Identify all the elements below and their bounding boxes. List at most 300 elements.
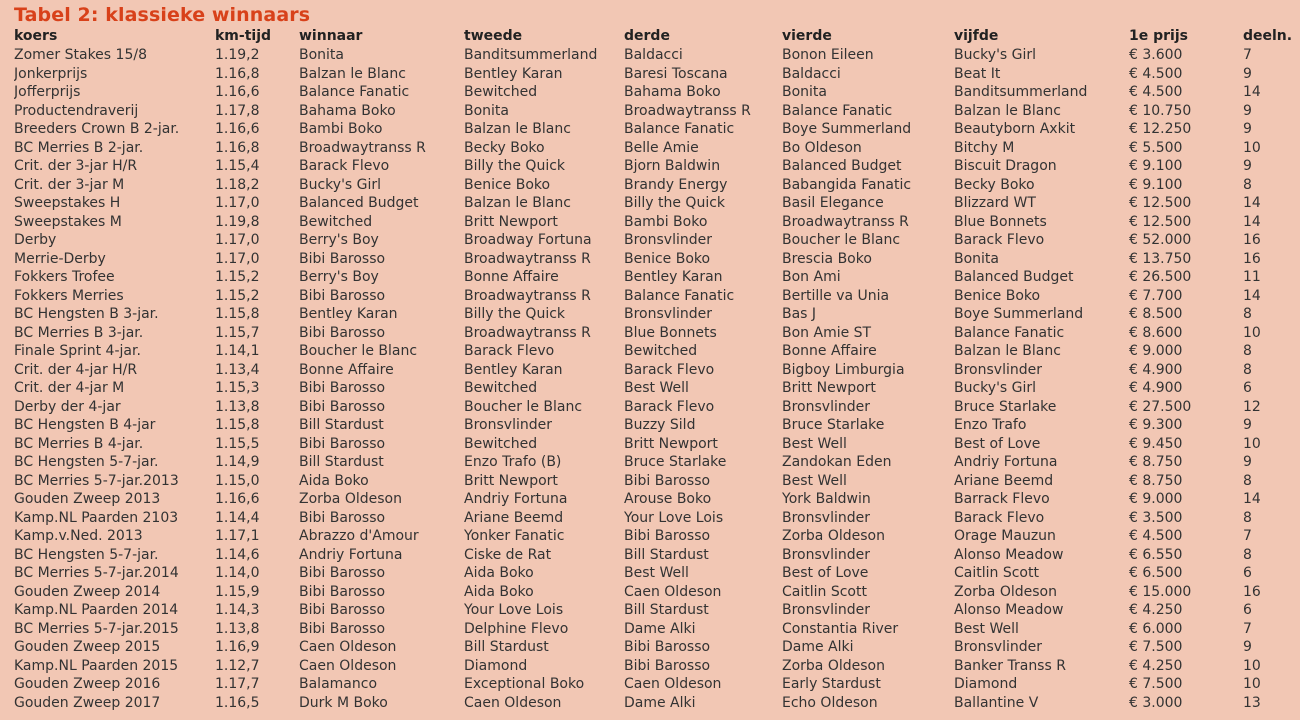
cell-participants: 13 bbox=[1243, 694, 1261, 711]
cell-third: Bjorn Baldwin bbox=[624, 158, 721, 174]
cell-fourth: Zorba Oldeson bbox=[782, 528, 885, 544]
cell-winner: Zorba Oldeson bbox=[299, 491, 402, 507]
cell-winner: Bentley Karan bbox=[299, 306, 398, 322]
cell-fourth: Constantia River bbox=[782, 620, 899, 637]
cell-third: Buzzy Sild bbox=[624, 417, 696, 433]
cell-participants: 9 bbox=[1243, 102, 1252, 119]
cell-winner: Barack Flevo bbox=[299, 158, 390, 174]
cell-first-prize: € 8.500 bbox=[1129, 306, 1183, 322]
cell-participants: 9 bbox=[1243, 417, 1252, 433]
cell-km-time: 1.15,5 bbox=[215, 435, 260, 452]
cell-fifth: Bonita bbox=[954, 250, 1000, 267]
table-row bbox=[14, 213, 1300, 232]
cell-second: Ciske de Rat bbox=[464, 546, 552, 563]
cell-first-prize: € 7.500 bbox=[1129, 639, 1183, 655]
cell-fifth: Alonso Meadow bbox=[954, 602, 1064, 618]
cell-second: Balzan le Blanc bbox=[464, 195, 571, 211]
cell-course: Zomer Stakes 15/8 bbox=[14, 47, 147, 63]
cell-winner: Bibi Barosso bbox=[299, 565, 386, 581]
cell-participants: 9 bbox=[1243, 454, 1252, 470]
cell-course: Crit. der 4-jar H/R bbox=[14, 361, 138, 378]
cell-fifth: Bucky's Girl bbox=[954, 47, 1037, 63]
cell-course: Gouden Zweep 2016 bbox=[14, 676, 161, 692]
cell-third: Caen Oldeson bbox=[624, 583, 722, 600]
cell-fifth: Bronsvlinder bbox=[954, 639, 1042, 655]
cell-course: Fokkers Merries bbox=[14, 287, 124, 304]
cell-fifth: Blue Bonnets bbox=[954, 213, 1047, 230]
cell-winner: Bill Stardust bbox=[299, 417, 384, 433]
cell-second: Enzo Trafo (B) bbox=[464, 454, 562, 470]
cell-participants: 9 bbox=[1243, 65, 1252, 82]
cell-km-time: 1.15,9 bbox=[215, 583, 260, 600]
table-row bbox=[14, 675, 1300, 694]
cell-fourth: Bonita bbox=[782, 84, 828, 100]
cell-course: Merrie-Derby bbox=[14, 250, 106, 267]
cell-course: Crit. der 3-jar H/R bbox=[14, 158, 138, 174]
cell-fourth: Dame Alki bbox=[782, 639, 854, 655]
cell-winner: Bonita bbox=[299, 47, 345, 63]
cell-fourth: Balance Fanatic bbox=[782, 102, 893, 119]
cell-fifth: Bucky's Girl bbox=[954, 380, 1037, 396]
cell-first-prize: € 3.500 bbox=[1129, 509, 1183, 526]
cell-fifth: Bronsvlinder bbox=[954, 361, 1042, 378]
cell-fifth: Caitlin Scott bbox=[954, 565, 1039, 581]
table-row bbox=[14, 564, 1300, 583]
cell-fourth: Britt Newport bbox=[782, 380, 876, 396]
cell-fourth: Zorba Oldeson bbox=[782, 657, 885, 674]
cell-fourth: Boucher le Blanc bbox=[782, 232, 901, 248]
cell-first-prize: € 4.500 bbox=[1129, 65, 1183, 82]
cell-winner: Balzan le Blanc bbox=[299, 65, 406, 82]
cell-first-prize: € 4.500 bbox=[1129, 84, 1183, 100]
cell-fourth: Bon Amie ST bbox=[782, 324, 872, 341]
table-header bbox=[14, 27, 1300, 46]
cell-course: Sweepstakes H bbox=[14, 195, 121, 211]
cell-course: Gouden Zweep 2017 bbox=[14, 694, 161, 711]
cell-fifth: Ballantine V bbox=[954, 694, 1039, 711]
cell-participants: 6 bbox=[1243, 380, 1252, 396]
cell-km-time: 1.18,2 bbox=[215, 176, 260, 193]
cell-third: Baldacci bbox=[624, 47, 683, 63]
table-row bbox=[14, 250, 1300, 269]
cell-participants: 7 bbox=[1243, 528, 1252, 544]
cell-winner: Bibi Barosso bbox=[299, 435, 386, 452]
cell-winner: Bill Stardust bbox=[299, 454, 384, 470]
table-row bbox=[14, 546, 1300, 565]
cell-second: Caen Oldeson bbox=[464, 694, 562, 711]
cell-second: Broadway Fortuna bbox=[464, 232, 592, 248]
cell-fourth: Echo Oldeson bbox=[782, 694, 878, 711]
cell-km-time: 1.15,2 bbox=[215, 269, 260, 285]
cell-km-time: 1.17,0 bbox=[215, 195, 260, 211]
cell-first-prize: € 9.450 bbox=[1129, 435, 1183, 452]
cell-course: BC Merries B 4-jar. bbox=[14, 435, 144, 452]
cell-fourth: Bronsvlinder bbox=[782, 398, 870, 415]
cell-third: Broadwaytranss R bbox=[624, 102, 751, 119]
cell-fourth: Bas J bbox=[782, 306, 817, 322]
cell-second: Billy the Quick bbox=[464, 158, 566, 174]
column-header-fifth: vijfde bbox=[954, 28, 999, 44]
cell-km-time: 1.15,3 bbox=[215, 380, 260, 396]
table-row bbox=[14, 176, 1300, 195]
cell-first-prize: € 6.000 bbox=[1129, 620, 1183, 637]
cell-second: Broadwaytranss R bbox=[464, 287, 591, 304]
cell-course: Finale Sprint 4-jar. bbox=[14, 343, 141, 359]
cell-participants: 9 bbox=[1243, 121, 1252, 137]
cell-first-prize: € 8.750 bbox=[1129, 472, 1183, 489]
cell-third: Bibi Barosso bbox=[624, 639, 711, 655]
cell-winner: Bahama Boko bbox=[299, 102, 396, 119]
cell-fifth: Best Well bbox=[954, 620, 1019, 637]
cell-km-time: 1.13,4 bbox=[215, 361, 260, 378]
cell-km-time: 1.15,8 bbox=[215, 417, 260, 433]
cell-fourth: Boye Summerland bbox=[782, 121, 912, 137]
cell-winner: Caen Oldeson bbox=[299, 657, 397, 674]
cell-third: Arouse Boko bbox=[624, 491, 712, 507]
cell-winner: Berry's Boy bbox=[299, 232, 379, 248]
cell-km-time: 1.15,7 bbox=[215, 324, 260, 341]
cell-fifth: Becky Boko bbox=[954, 176, 1035, 193]
cell-second: Benice Boko bbox=[464, 176, 551, 193]
cell-winner: Berry's Boy bbox=[299, 269, 379, 285]
cell-participants: 8 bbox=[1243, 509, 1252, 526]
column-header-participants: deeln. bbox=[1243, 28, 1293, 44]
cell-course: Kamp.NL Paarden 2103 bbox=[14, 509, 179, 526]
cell-first-prize: € 8.750 bbox=[1129, 454, 1183, 470]
cell-course: Sweepstakes M bbox=[14, 213, 122, 230]
cell-first-prize: € 9.000 bbox=[1129, 343, 1183, 359]
table-row bbox=[14, 324, 1300, 343]
cell-course: Gouden Zweep 2015 bbox=[14, 639, 161, 655]
cell-fourth: Bonon Eileen bbox=[782, 47, 874, 63]
winners-table bbox=[14, 27, 1300, 712]
cell-second: Exceptional Boko bbox=[464, 676, 585, 692]
cell-fourth: Best Well bbox=[782, 435, 847, 452]
cell-first-prize: € 12.500 bbox=[1129, 213, 1192, 230]
cell-km-time: 1.14,1 bbox=[215, 343, 260, 359]
cell-third: Best Well bbox=[624, 565, 689, 581]
cell-km-time: 1.16,6 bbox=[215, 491, 260, 507]
table-row bbox=[14, 157, 1300, 176]
cell-participants: 9 bbox=[1243, 639, 1252, 655]
cell-participants: 8 bbox=[1243, 546, 1252, 563]
cell-third: Bibi Barosso bbox=[624, 472, 711, 489]
cell-third: Dame Alki bbox=[624, 620, 696, 637]
cell-third: Best Well bbox=[624, 380, 689, 396]
table-row bbox=[14, 398, 1300, 417]
cell-first-prize: € 12.250 bbox=[1129, 121, 1192, 137]
cell-km-time: 1.13,8 bbox=[215, 620, 260, 637]
cell-course: BC Hengsten B 3-jar. bbox=[14, 306, 159, 322]
cell-fifth: Barack Flevo bbox=[954, 509, 1045, 526]
cell-fifth: Biscuit Dragon bbox=[954, 158, 1057, 174]
cell-winner: Balance Fanatic bbox=[299, 84, 410, 100]
cell-km-time: 1.16,6 bbox=[215, 84, 260, 100]
table-row bbox=[14, 583, 1300, 602]
table-row bbox=[14, 435, 1300, 454]
cell-second: Diamond bbox=[464, 657, 528, 674]
cell-second: Becky Boko bbox=[464, 139, 545, 156]
cell-second: Yonker Fanatic bbox=[464, 528, 565, 544]
column-header-km-time: km-tijd bbox=[215, 28, 272, 44]
cell-fourth: Bertille va Unia bbox=[782, 287, 890, 304]
cell-first-prize: € 5.500 bbox=[1129, 139, 1183, 156]
cell-third: Bill Stardust bbox=[624, 546, 709, 563]
cell-km-time: 1.19,2 bbox=[215, 47, 260, 63]
cell-winner: Bibi Barosso bbox=[299, 380, 386, 396]
cell-fifth: Beat It bbox=[954, 65, 1001, 82]
table-row bbox=[14, 268, 1300, 287]
cell-first-prize: € 3.600 bbox=[1129, 47, 1183, 63]
cell-first-prize: € 6.500 bbox=[1129, 565, 1183, 581]
table-row bbox=[14, 416, 1300, 435]
cell-winner: Bibi Barosso bbox=[299, 602, 386, 618]
cell-course: Productendraverij bbox=[14, 102, 139, 119]
cell-second: Boucher le Blanc bbox=[464, 398, 583, 415]
cell-fourth: Bo Oldeson bbox=[782, 139, 862, 156]
cell-third: Belle Amie bbox=[624, 139, 699, 156]
cell-fifth: Barack Flevo bbox=[954, 232, 1045, 248]
cell-first-prize: € 52.000 bbox=[1129, 232, 1192, 248]
cell-third: Bewitched bbox=[624, 343, 698, 359]
cell-fourth: Caitlin Scott bbox=[782, 583, 867, 600]
cell-km-time: 1.17,0 bbox=[215, 250, 260, 267]
cell-fifth: Alonso Meadow bbox=[954, 546, 1064, 563]
cell-winner: Bibi Barosso bbox=[299, 620, 386, 637]
cell-km-time: 1.19,8 bbox=[215, 213, 260, 230]
cell-fourth: Early Stardust bbox=[782, 676, 881, 692]
cell-km-time: 1.16,8 bbox=[215, 65, 260, 82]
cell-second: Broadwaytranss R bbox=[464, 250, 591, 267]
cell-second: Bonita bbox=[464, 102, 510, 119]
cell-course: Derby bbox=[14, 232, 57, 248]
cell-third: Caen Oldeson bbox=[624, 676, 722, 692]
table-row bbox=[14, 102, 1300, 121]
cell-winner: Bibi Barosso bbox=[299, 583, 386, 600]
cell-winner: Caen Oldeson bbox=[299, 639, 397, 655]
cell-first-prize: € 4.900 bbox=[1129, 361, 1183, 378]
cell-winner: Andriy Fortuna bbox=[299, 546, 403, 563]
header-row bbox=[14, 27, 1300, 46]
cell-fifth: Orage Mauzun bbox=[954, 528, 1056, 544]
cell-fifth: Blizzard WT bbox=[954, 195, 1036, 211]
cell-first-prize: € 9.100 bbox=[1129, 158, 1183, 174]
cell-participants: 7 bbox=[1243, 620, 1252, 637]
cell-fourth: Bon Ami bbox=[782, 269, 841, 285]
cell-fourth: Bigboy Limburgia bbox=[782, 361, 905, 378]
table-row bbox=[14, 509, 1300, 528]
cell-first-prize: € 27.500 bbox=[1129, 398, 1192, 415]
cell-fifth: Diamond bbox=[954, 676, 1018, 692]
cell-winner: Bambi Boko bbox=[299, 121, 383, 137]
cell-participants: 14 bbox=[1243, 213, 1261, 230]
cell-fifth: Balance Fanatic bbox=[954, 324, 1065, 341]
cell-second: Bonne Affaire bbox=[464, 269, 559, 285]
cell-fourth: York Baldwin bbox=[782, 491, 871, 507]
table-row bbox=[14, 231, 1300, 250]
cell-second: Bewitched bbox=[464, 435, 538, 452]
cell-first-prize: € 13.750 bbox=[1129, 250, 1192, 267]
cell-km-time: 1.14,6 bbox=[215, 546, 260, 563]
cell-fourth: Bruce Starlake bbox=[782, 417, 885, 433]
cell-second: Britt Newport bbox=[464, 213, 558, 230]
cell-second: Bewitched bbox=[464, 380, 538, 396]
table-body bbox=[14, 46, 1300, 712]
cell-third: Bill Stardust bbox=[624, 602, 709, 618]
cell-fifth: Best of Love bbox=[954, 435, 1041, 452]
cell-first-prize: € 8.600 bbox=[1129, 324, 1183, 341]
cell-participants: 8 bbox=[1243, 306, 1252, 322]
table-row bbox=[14, 139, 1300, 158]
cell-participants: 11 bbox=[1243, 269, 1261, 285]
table-row bbox=[14, 287, 1300, 306]
table-title: Tabel 2: klassieke winnaars bbox=[14, 4, 311, 26]
cell-winner: Boucher le Blanc bbox=[299, 343, 418, 359]
column-header-course: koers bbox=[14, 28, 58, 44]
cell-fourth: Best of Love bbox=[782, 565, 869, 581]
cell-fifth: Balanced Budget bbox=[954, 269, 1074, 285]
cell-first-prize: € 7.700 bbox=[1129, 287, 1183, 304]
cell-participants: 10 bbox=[1243, 435, 1261, 452]
cell-third: Bentley Karan bbox=[624, 269, 723, 285]
table-row bbox=[14, 694, 1300, 713]
cell-second: Bewitched bbox=[464, 84, 538, 100]
cell-participants: 14 bbox=[1243, 195, 1261, 211]
table-row bbox=[14, 657, 1300, 676]
cell-third: Bronsvlinder bbox=[624, 306, 712, 322]
cell-second: Barack Flevo bbox=[464, 343, 555, 359]
cell-first-prize: € 4.250 bbox=[1129, 602, 1183, 618]
cell-winner: Bewitched bbox=[299, 213, 373, 230]
cell-km-time: 1.16,9 bbox=[215, 639, 260, 655]
cell-winner: Bibi Barosso bbox=[299, 509, 386, 526]
cell-course: BC Hengsten 5-7-jar. bbox=[14, 454, 159, 470]
cell-third: Dame Alki bbox=[624, 694, 696, 711]
cell-km-time: 1.15,2 bbox=[215, 287, 260, 304]
cell-fourth: Broadwaytranss R bbox=[782, 213, 909, 230]
cell-first-prize: € 4.250 bbox=[1129, 657, 1183, 674]
cell-km-time: 1.17,8 bbox=[215, 102, 260, 119]
cell-first-prize: € 7.500 bbox=[1129, 676, 1183, 692]
cell-first-prize: € 15.000 bbox=[1129, 583, 1192, 600]
cell-fourth: Bonne Affaire bbox=[782, 343, 877, 359]
cell-km-time: 1.14,0 bbox=[215, 565, 260, 581]
cell-course: Crit. der 4-jar M bbox=[14, 380, 125, 396]
cell-third: Barack Flevo bbox=[624, 361, 715, 378]
cell-participants: 8 bbox=[1243, 343, 1252, 359]
cell-third: Benice Boko bbox=[624, 250, 711, 267]
cell-fourth: Baldacci bbox=[782, 65, 841, 82]
cell-winner: Abrazzo d'Amour bbox=[299, 528, 419, 544]
cell-participants: 6 bbox=[1243, 565, 1252, 581]
cell-third: Bahama Boko bbox=[624, 84, 721, 100]
cell-km-time: 1.13,8 bbox=[215, 398, 260, 415]
cell-fifth: Ariane Beemd bbox=[954, 472, 1054, 489]
cell-second: Banditsummerland bbox=[464, 47, 598, 63]
table-row bbox=[14, 342, 1300, 361]
cell-course: BC Hengsten B 4-jar bbox=[14, 417, 156, 433]
cell-course: Fokkers Trofee bbox=[14, 269, 115, 285]
cell-winner: Bibi Barosso bbox=[299, 324, 386, 341]
cell-first-prize: € 9.100 bbox=[1129, 176, 1183, 193]
cell-third: Billy the Quick bbox=[624, 195, 726, 211]
cell-fourth: Balanced Budget bbox=[782, 158, 902, 174]
cell-winner: Bibi Barosso bbox=[299, 250, 386, 267]
cell-course: Kamp.NL Paarden 2015 bbox=[14, 657, 179, 674]
cell-second: Broadwaytranss R bbox=[464, 324, 591, 341]
cell-fourth: Zandokan Eden bbox=[782, 454, 892, 470]
cell-km-time: 1.15,4 bbox=[215, 158, 260, 174]
cell-fifth: Enzo Trafo bbox=[954, 417, 1027, 433]
cell-second: Balzan le Blanc bbox=[464, 121, 571, 137]
table-row bbox=[14, 120, 1300, 139]
cell-fifth: Andriy Fortuna bbox=[954, 454, 1058, 470]
table-row bbox=[14, 379, 1300, 398]
table-row bbox=[14, 601, 1300, 620]
cell-participants: 7 bbox=[1243, 47, 1252, 63]
cell-fourth: Bronsvlinder bbox=[782, 546, 870, 563]
cell-fifth: Beautyborn Axkit bbox=[954, 121, 1076, 137]
cell-participants: 12 bbox=[1243, 398, 1261, 415]
cell-km-time: 1.14,4 bbox=[215, 509, 260, 526]
cell-fifth: Bruce Starlake bbox=[954, 398, 1057, 415]
cell-fifth: Balzan le Blanc bbox=[954, 343, 1061, 359]
cell-fifth: Banker Transs R bbox=[954, 657, 1066, 674]
cell-third: Your Love Lois bbox=[624, 509, 724, 526]
cell-km-time: 1.16,6 bbox=[215, 121, 260, 137]
cell-third: Bibi Barosso bbox=[624, 657, 711, 674]
cell-course: Jonkerprijs bbox=[14, 65, 88, 82]
cell-km-time: 1.14,9 bbox=[215, 454, 260, 470]
table-row bbox=[14, 361, 1300, 380]
cell-third: Bambi Boko bbox=[624, 213, 708, 230]
cell-fifth: Bitchy M bbox=[954, 139, 1015, 156]
cell-km-time: 1.16,8 bbox=[215, 139, 260, 156]
table-row bbox=[14, 65, 1300, 84]
cell-fifth: Barrack Flevo bbox=[954, 491, 1050, 507]
cell-third: Bibi Barosso bbox=[624, 528, 711, 544]
cell-winner: Bibi Barosso bbox=[299, 287, 386, 304]
cell-winner: Broadwaytranss R bbox=[299, 139, 426, 156]
column-header-first-prize: 1e prijs bbox=[1129, 28, 1188, 44]
cell-fifth: Balzan le Blanc bbox=[954, 102, 1061, 119]
cell-second: Aida Boko bbox=[464, 583, 534, 600]
cell-second: Delphine Flevo bbox=[464, 620, 569, 637]
cell-second: Your Love Lois bbox=[464, 602, 564, 618]
cell-km-time: 1.16,5 bbox=[215, 694, 260, 711]
table-row bbox=[14, 490, 1300, 509]
table-row bbox=[14, 527, 1300, 546]
column-header-third: derde bbox=[624, 28, 670, 44]
cell-course: Jofferprijs bbox=[14, 84, 81, 100]
cell-course: Gouden Zweep 2014 bbox=[14, 583, 161, 600]
cell-third: Barack Flevo bbox=[624, 398, 715, 415]
cell-participants: 10 bbox=[1243, 657, 1261, 674]
cell-second: Aida Boko bbox=[464, 565, 534, 581]
cell-course: BC Merries 5-7-jar.2013 bbox=[14, 472, 179, 489]
cell-participants: 14 bbox=[1243, 84, 1261, 100]
cell-participants: 6 bbox=[1243, 602, 1252, 618]
cell-fourth: Basil Elegance bbox=[782, 195, 884, 211]
cell-third: Balance Fanatic bbox=[624, 121, 735, 137]
table-row bbox=[14, 472, 1300, 491]
cell-km-time: 1.17,0 bbox=[215, 232, 260, 248]
cell-course: BC Merries 5-7-jar.2015 bbox=[14, 620, 179, 637]
table-row bbox=[14, 638, 1300, 657]
cell-participants: 8 bbox=[1243, 176, 1252, 193]
cell-third: Britt Newport bbox=[624, 435, 718, 452]
cell-fifth: Banditsummerland bbox=[954, 84, 1088, 100]
